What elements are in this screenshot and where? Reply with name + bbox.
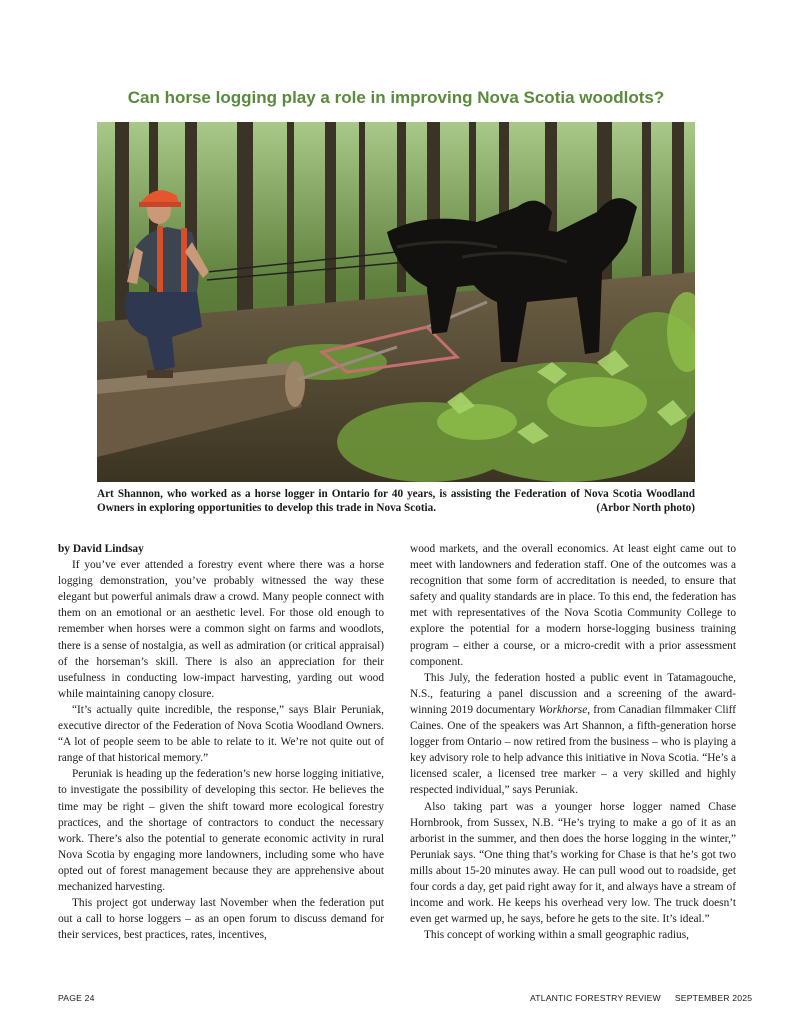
byline: by David Lindsay <box>58 543 144 555</box>
page-number: PAGE 24 <box>58 993 95 1003</box>
paragraph-text: This July, the federation hosted a public event in Tatamagouche, N.S., featuring a panel discussion and a screening of the award-winning 2019 documentary <box>410 671 736 716</box>
paragraph: Peruniak is heading up the federation’s new horse logging initiative, to investigate the possibility of developing this sector. He believes the time may be right – given the shift toward more ecological forestry practices, and the shortage of contractors to conduct the necessary work. There’s also the potential to generate economic activity in rural Nova Scotia by engaging more landowners, including some who have opted out of forest management because they are apprehensive about mechanized harvesting. <box>58 768 384 893</box>
paragraph: “It’s actually quite incredible, the response,” says Blair Peruniak, executive director of the Federation of Nova Scotia Woodland Owners. “A lot of people seem to be able to relate to it. We’re not quite out of range of that historical memory.” <box>58 703 384 765</box>
documentary-title: Workhorse <box>538 703 588 716</box>
paragraph: wood markets, and the overall economics. At least eight came out to meet with landowners and federation staff. One of the outcomes was a recognition that some form of accreditation is needed, to ensure that safety and quality standards are in place. To this end, the federation has met with representatives of the Nova Scotia Community College to explore the potential for a modern horse-logging business training program – either a course, or a micro-credit with a prior assessment component. <box>410 543 736 668</box>
paragraph: This concept of working within a small geographic radius, <box>424 929 689 942</box>
publication-name: ATLANTIC FORESTRY REVIEW <box>530 993 661 1003</box>
caption-text: Art Shannon, who worked as a horse logger in Ontario for 40 years, is assisting the Federation of Nova Scotia Woodland Owners in exploring opportunities to develop this trade in Nova Scotia. <box>97 488 695 514</box>
paragraph <box>410 670 736 799</box>
article-photo <box>97 122 695 482</box>
paragraph: This project got underway last November when the federation put out a call to horse loggers – as an open forum to discuss demand for their services, best practices, rates, incentives, <box>58 897 384 942</box>
issue-date: SEPTEMBER 2025 <box>674 993 753 1003</box>
photo-caption <box>97 487 695 515</box>
column-right <box>410 541 736 943</box>
column-left <box>58 541 384 943</box>
publication-footer <box>530 993 752 1003</box>
horse-logging-photo <box>97 122 695 482</box>
paragraph-text: , from Canadian filmmaker Cliff Caines. One of the speakers was Art Shannon, a fifth-generation horse logger from Ontario – now retired from the business – who is playing a key advisory role to help advance this initiative in Nova Scotia. “He’s a licensed scaler, a licensed tree marker – a very skilled and highly respected individual,” says Peruniak. <box>410 703 736 797</box>
photo-credit: (Arbor North photo) <box>596 502 695 514</box>
paragraph: If you’ve ever attended a forestry event where there was a horse logging demonstration, you’ve probably witnessed the way these elegant but powerful animals draw a crowd. Many people connect with them on an emotional or an aesthetic level. For those old enough to remember when horses were a common sight on farms and woodlots, there is a sense of nostalgia, as well as admiration (or critical appraisal) of the horseman’s skill. There is also an appreciation for their usefulness in conducting low-impact harvesting, yarding out wood while maintaining canopy closure. <box>58 559 384 700</box>
paragraph: Also taking part was a younger horse logger named Chase Hornbrook, from Sussex, N.B. “He’s trying to make a go of it as an arborist in the summer, and then does the horse logging in the winter,” Peruniak says. “One thing that’s working for Chase is that he’s got two mills about 15-20 minutes away. He can pull wood out to roadside, get four cords a day, get paid right away for it, and always have a stream of income and work. He keeps his overhead very low. The truck doesn’t even get warmed up, he says, before he gets to the site. It’s ideal.” <box>410 800 736 926</box>
headline: Can horse logging play a role in improving Nova Scotia woodlots? <box>127 88 665 107</box>
